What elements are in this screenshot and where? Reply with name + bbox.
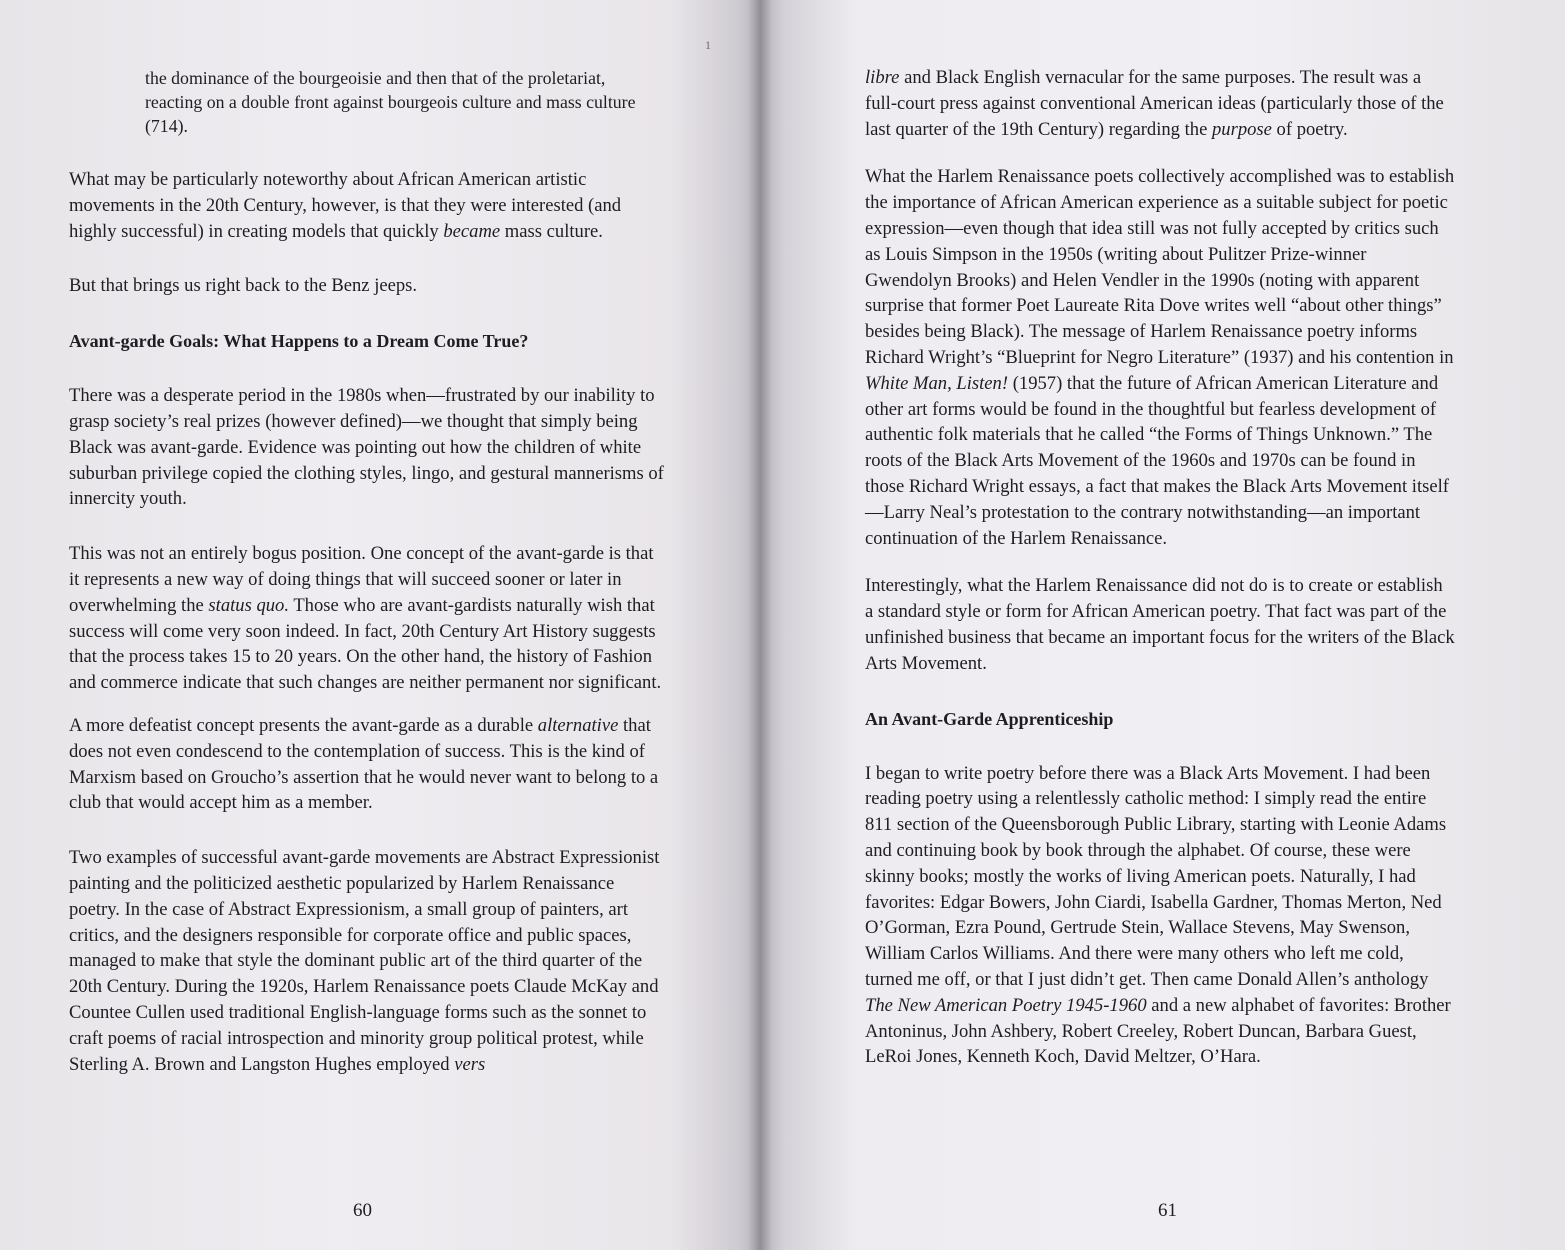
- page-number: 60: [353, 1200, 372, 1221]
- italic-text: became: [443, 220, 501, 242]
- text-run: Two examples of successful avant-garde movements are Abstract Expressionist painting and the politicized aesthetic popularized by Harlem Renaissance poetry. In the case of Abstract Expressionism, a small group of painters, art critics, and the designers responsible for corporate office and public spaces, managed to make that style the dominant public art of the third quarter of the 20th Century. During the 1920s, Harlem Renaissance poets Claude McKay and Countee Cullen used traditional English-language forms such as the sonnet to craft poems of racial introspection and minority group political protest, while Sterling A. Brown and Langston Hughes employed: [69, 847, 660, 1075]
- text-run: What may be particularly noteworthy about African American artistic movements in the 20th Century, however, is that they were interested (and highly successful) in creating models that quickly: [69, 169, 622, 242]
- section-heading: An Avant-Garde Apprenticeship: [865, 708, 1114, 729]
- text-run: I began to write poetry before there was a Black Arts Movement. I had been reading poetry using a relentlessly catholic method: I simply read the entire 811 section of the Queensborough Public Library, starting with Leonie Adams and continuing book by book through the alphabet. Of course, these were skinny books; mostly the works of living American poets. Naturally, I had favorites: Edgar Bowers, John Ciardi, Isabella Gardner, Thomas Merton, Ned O’Gorman, Ezra Pound, Gertrude Stein, Wallace Stevens, May Swenson, William Carlos Williams. And there were many others who left me cold, turned me off, or that I just didn’t get. Then came Donald Allen’s anthology: [865, 762, 1447, 990]
- paragraph: But that brings us right back to the Benz jeeps.: [69, 275, 418, 297]
- text-run: mass culture.: [500, 220, 603, 242]
- text-run: What the Harlem Renaissance poets collectively accomplished was to establish the importance of African American experience as a suitable subject for poetic expression—even though that idea still was not fully accepted by critics such as Louis Simpson in the 1950s (writing about Pulitzer Prize-winner Gwendolyn Brooks) and Helen Vendler in the 1990s (noting with apparent surprise that former Poet Laureate Rita Dove writes well “about other things” besides being Black). The message of Harlem Renaissance poetry informs Richard Wright’s “Blueprint for Negro Literature” (1937) and his contention in: [865, 166, 1455, 368]
- paragraph: [865, 65, 1455, 142]
- italic-text: libre: [865, 67, 900, 88]
- paragraph: [865, 164, 1455, 551]
- italic-text: White Man, Listen!: [865, 372, 1009, 394]
- text-run: and a new alphabet of favorites: Brother Antoninus, John Ashbery, Robert Creeley, Robert Duncan, Barbara Guest, LeRoi Jones, Kenneth Koch, David Meltzer, O’Hara.: [865, 994, 1451, 1068]
- text-run: that does not even condescend to the contemplation of success. This is the kind of Marxism based on Groucho’s assertion that he would never want to belong to a club that would accept him as a member.: [69, 714, 659, 814]
- italic-text: vers: [454, 1053, 486, 1075]
- block-quote: the dominance of the bourgeoisie and then that of the proletariat, reacting on a double front against bourgeois culture and mass culture (714).: [145, 68, 636, 136]
- italic-text: status quo.: [208, 594, 290, 616]
- paragraph: [69, 713, 665, 816]
- section-heading: Avant-garde Goals: What Happens to a Dream Come True?: [69, 331, 529, 352]
- text-run: A more defeatist concept presents the avant-garde as a durable: [69, 714, 538, 736]
- right-page-text: [865, 65, 1455, 1070]
- italic-text: purpose: [1211, 118, 1272, 140]
- paragraph: [69, 845, 665, 1077]
- book-gutter-shadow: [748, 0, 772, 1250]
- paragraph: [69, 541, 665, 696]
- left-page-text: [69, 66, 665, 1077]
- page-number: 61: [1158, 1200, 1177, 1221]
- right-page: [760, 0, 1565, 1250]
- paragraph: There was a desperate period in the 1980s when—frustrated by our inability to grasp society’s real prizes (however defined)—we thought that simply being Black was avant-garde. Evidence was pointing out how the children of white suburban privilege copied the clothing styles, lingo, and gestural mannerisms of innercity youth.: [69, 385, 664, 510]
- italic-text: alternative: [537, 714, 619, 736]
- text-run: of poetry.: [1271, 118, 1348, 140]
- italic-text: The New American Poetry 1945-1960: [865, 994, 1147, 1016]
- text-run: Those who are avant-gardists naturally wish that success will come very soon indeed. In fact, 20th Century Art History suggests that the process takes 15 to 20 years. On the other hand, the history of Fashion and commerce indicate that such changes are neither permanent nor significant.: [69, 594, 662, 694]
- paragraph: [865, 761, 1455, 1071]
- text-run: This was not an entirely bogus position. One concept of the avant-garde is that it represents a new way of doing things that will succeed sooner or later in overwhelming the: [69, 543, 654, 616]
- left-page: [0, 0, 760, 1250]
- print-mark: 1: [705, 38, 711, 52]
- text-run: and Black English vernacular for the same purposes. The result was a full-court press against conventional American ideas (particularly those of the last quarter of the 19th Century) regarding the: [865, 67, 1444, 140]
- text-run: (1957) that the future of African American Literature and other art forms would be found in the thoughtful but fearless development of authentic folk materials that he called “the Forms of Things Unknown.” The roots of the Black Arts Movement of the 1960s and 1970s can be found in those Richard Wright essays, a fact that makes the Black Arts Movement itself—Larry Neal’s protestation to the contrary notwithstanding—an important continuation of the Harlem Renaissance.: [865, 372, 1449, 549]
- paragraph: [69, 167, 665, 244]
- paragraph: Interestingly, what the Harlem Renaissance did not do is to create or establish a standard style or form for African American poetry. That fact was part of the unfinished business that became an important focus for the writers of the Black Arts Movement.: [865, 575, 1455, 674]
